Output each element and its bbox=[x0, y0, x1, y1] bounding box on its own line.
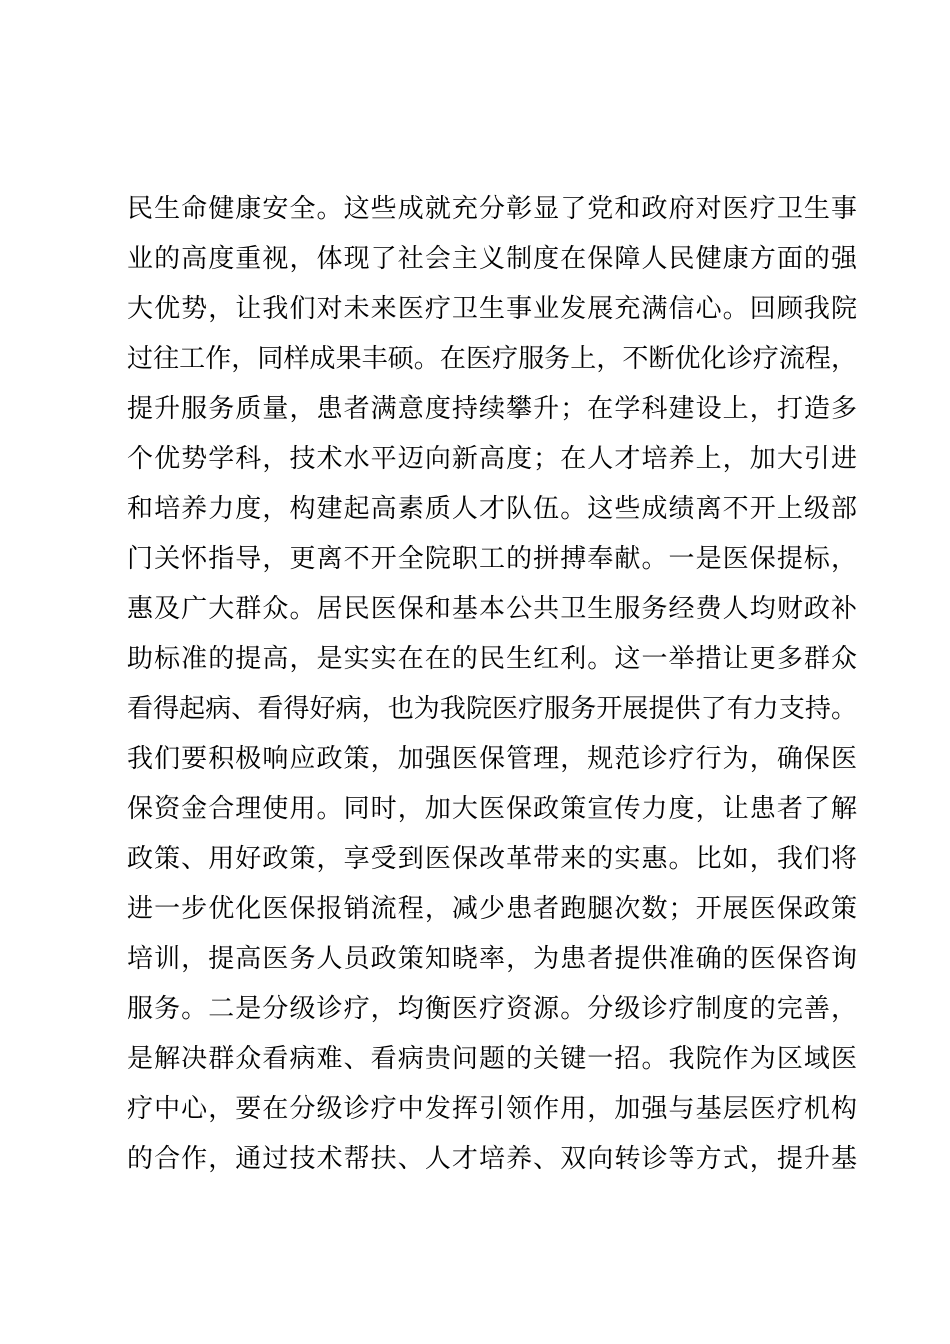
body-paragraph bbox=[127, 184, 857, 1184]
text-line: 疗中心，要在分级诊疗中发挥引领作用，加强与基层医疗机构 bbox=[127, 1094, 857, 1124]
text-line: 个优势学科，技术水平迈向新高度；在人才培养上，加大引进 bbox=[127, 444, 857, 474]
text-line: 过往工作，同样成果丰硕。在医疗服务上，不断优化诊疗流程， bbox=[127, 344, 857, 374]
text-line: 和培养力度，构建起高素质人才队伍。这些成绩离不开上级部 bbox=[127, 494, 857, 524]
text-line: 助标准的提高，是实实在在的民生红利。这一举措让更多群众 bbox=[127, 644, 857, 674]
text-line: 看得起病、看得好病，也为我院医疗服务开展提供了有力支持。 bbox=[127, 694, 857, 724]
text-line: 政策、用好政策，享受到医保改革带来的实惠。比如，我们将 bbox=[127, 844, 857, 874]
text-line: 培训，提高医务人员政策知晓率，为患者提供准确的医保咨询 bbox=[127, 944, 857, 974]
text-line: 提升服务质量，患者满意度持续攀升；在学科建设上，打造多 bbox=[127, 394, 857, 424]
text-line: 大优势，让我们对未来医疗卫生事业发展充满信心。回顾我院 bbox=[127, 294, 857, 324]
text-line: 我们要积极响应政策，加强医保管理，规范诊疗行为，确保医 bbox=[127, 744, 857, 774]
text-line: 业的高度重视，体现了社会主义制度在保障人民健康方面的强 bbox=[127, 244, 857, 274]
text-line: 民生命健康安全。这些成就充分彰显了党和政府对医疗卫生事 bbox=[127, 194, 857, 224]
text-line: 进一步优化医保报销流程，减少患者跑腿次数；开展医保政策 bbox=[127, 894, 857, 924]
text-line: 保资金合理使用。同时，加大医保政策宣传力度，让患者了解 bbox=[127, 794, 857, 824]
text-line: 服务。二是分级诊疗，均衡医疗资源。分级诊疗制度的完善， bbox=[127, 994, 857, 1024]
text-line: 的合作，通过技术帮扶、人才培养、双向转诊等方式，提升基 bbox=[127, 1144, 857, 1174]
text-line: 是解决群众看病难、看病贵问题的关键一招。我院作为区域医 bbox=[127, 1044, 857, 1074]
text-line: 惠及广大群众。居民医保和基本公共卫生服务经费人均财政补 bbox=[127, 594, 857, 624]
text-line: 门关怀指导，更离不开全院职工的拼搏奉献。一是医保提标， bbox=[127, 544, 857, 574]
